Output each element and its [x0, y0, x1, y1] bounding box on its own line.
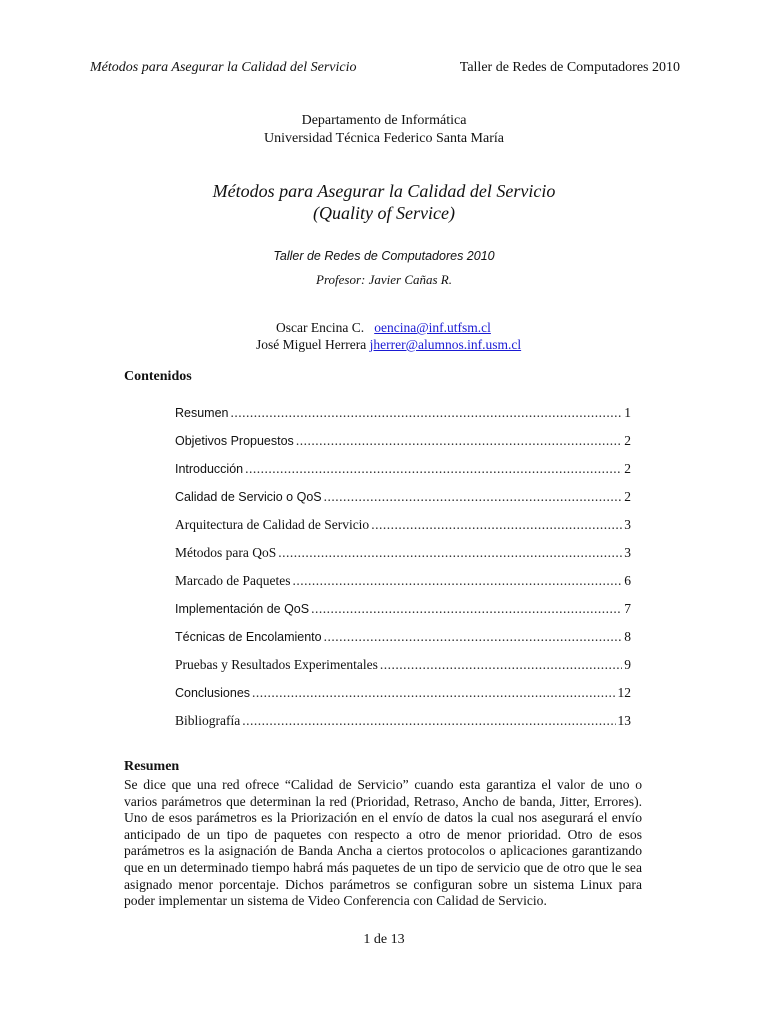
professor-name: Profesor: Javier Cañas R. [316, 272, 452, 287]
toc-item-label: Marcado de Paquetes [175, 573, 291, 588]
toc-item[interactable] [175, 544, 631, 572]
document-title [0, 180, 768, 224]
course-name: Taller de Redes de Computadores 2010 [273, 249, 495, 263]
toc-item[interactable] [175, 432, 631, 460]
toc-leader [245, 460, 622, 478]
toc-leader [380, 656, 622, 674]
running-header [90, 60, 680, 78]
toc-item[interactable] [175, 684, 631, 712]
toc-leader [311, 600, 622, 618]
toc-item-label: Conclusiones [175, 686, 251, 700]
toc-item-page: 7 [624, 601, 631, 616]
toc-item-label: Resumen [175, 406, 229, 420]
toc-item-page: 8 [624, 629, 631, 644]
toc-item-page: 2 [624, 433, 631, 448]
table-of-contents [175, 404, 631, 740]
toc-item[interactable] [175, 404, 631, 432]
toc-item-page: 3 [624, 517, 631, 532]
resumen-heading: Resumen [124, 759, 180, 774]
toc-item[interactable] [175, 488, 631, 516]
author-1 [276, 319, 491, 337]
toc-leader [231, 404, 623, 422]
header-course: Taller de Redes de Computadores 2010 [459, 60, 680, 75]
toc-item-label: Introducción [175, 462, 244, 476]
resumen-paragraph: Se dice que una red ofrece “Calidad de Servicio” cuando esta garantiza el valor de uno o varios parámetros que determinan la red (Prioridad, Retraso, Ancho de banda, Jitter, Errores). Uno de esos parámetros es la Priorización en el envío de datos la cual nos asegurará el envío anticipado de un tipo de paquetes con respecto a otro de menor prioridad. Otro de esos parámetros es la asignación de Banda Ancha a ciertos protocolos o aplicaciones garantizando que en un determinado tiempo habrá más paquetes de un tipo de servicio que de otro que le sea asignado menor porcentaje. Dichos parámetros se configuran sobre un sistema Linux para poder implementar un sistema de Video Conferencia con Calidad de Servicio. [124, 777, 642, 909]
header-title: Métodos para Asegurar la Calidad del Servicio [90, 60, 357, 75]
toc-item-label: Arquitectura de Calidad de Servicio [175, 517, 370, 532]
toc-item-page: 2 [624, 461, 631, 476]
toc-leader [292, 572, 622, 590]
toc-item[interactable] [175, 516, 631, 544]
toc-item[interactable] [175, 460, 631, 488]
toc-item-label: Implementación de QoS [175, 602, 310, 616]
toc-item-label: Métodos para QoS [175, 545, 277, 560]
page-number: 1 de 13 [363, 932, 405, 947]
toc-item-page: 9 [624, 657, 631, 672]
author-email-link[interactable]: jherrer@alumnos.inf.usm.cl [369, 337, 522, 352]
title-line-1: Métodos para Asegurar la Calidad del Servicio [212, 181, 556, 201]
toc-leader [324, 628, 623, 646]
author-2 [256, 336, 521, 354]
toc-item-label: Bibliografía [175, 713, 241, 728]
contents-heading: Contenidos [124, 369, 192, 384]
toc-item-page: 12 [617, 685, 631, 700]
toc-leader [296, 432, 622, 450]
toc-item-label: Pruebas y Resultados Experimentales [175, 657, 378, 672]
toc-leader [242, 712, 615, 730]
toc-item-page: 1 [624, 405, 631, 420]
author-name: Oscar Encina C. [276, 320, 365, 335]
toc-leader [371, 516, 622, 534]
toc-leader [278, 544, 622, 562]
toc-item-page: 3 [624, 545, 631, 560]
toc-item[interactable] [175, 712, 631, 740]
author-name: José Miguel Herrera [256, 337, 367, 352]
toc-item-page: 6 [624, 573, 631, 588]
toc-item[interactable] [175, 656, 631, 684]
department-block [0, 112, 768, 148]
toc-leader [252, 684, 615, 702]
toc-leader [324, 488, 623, 506]
toc-item-label: Técnicas de Encolamiento [175, 630, 322, 644]
title-line-2: (Quality of Service) [313, 203, 455, 223]
author-email-link[interactable]: oencina@inf.utfsm.cl [374, 320, 491, 335]
university-name: Universidad Técnica Federico Santa María [264, 131, 504, 146]
toc-item-page: 2 [624, 489, 631, 504]
toc-item-label: Objetivos Propuestos [175, 434, 294, 448]
toc-item[interactable] [175, 600, 631, 628]
toc-item-label: Calidad de Servicio o QoS [175, 490, 322, 504]
toc-item-page: 13 [617, 713, 631, 728]
department-name: Departamento de Informática [301, 113, 467, 128]
toc-item[interactable] [175, 628, 631, 656]
toc-item[interactable] [175, 572, 631, 600]
